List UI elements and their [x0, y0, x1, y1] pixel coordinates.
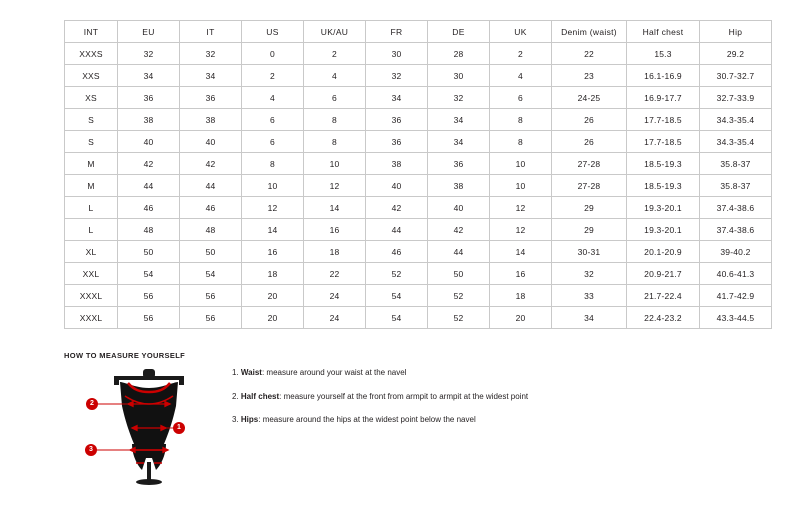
size-value-cell: 17.7-18.5 — [627, 109, 700, 131]
size-value-cell: 20.9-21.7 — [627, 263, 700, 285]
size-value-cell: 22 — [304, 263, 366, 285]
size-value-cell: 43.3-44.5 — [700, 307, 772, 329]
table-row — [65, 307, 772, 329]
size-label-cell: XXXL — [65, 307, 118, 329]
size-value-cell: 30 — [366, 43, 428, 65]
size-value-cell: 14 — [304, 197, 366, 219]
size-value-cell: 44 — [118, 175, 180, 197]
size-value-cell: 36 — [366, 131, 428, 153]
size-value-cell: 42 — [428, 219, 490, 241]
table-row — [65, 43, 772, 65]
how-to-measure-block — [64, 366, 734, 486]
size-value-cell: 39-40.2 — [700, 241, 772, 263]
table-row — [65, 263, 772, 285]
measure-instruction-2-text: : measure yourself at the front from armpit to armpit at the widest point — [279, 391, 529, 401]
size-value-cell: 10 — [490, 175, 552, 197]
size-value-cell: 50 — [180, 241, 242, 263]
measure-instruction-3-term: Hips — [240, 415, 259, 425]
column-header: Half chest — [627, 21, 700, 43]
size-value-cell: 8 — [304, 109, 366, 131]
size-value-cell: 40.6-41.3 — [700, 263, 772, 285]
size-value-cell: 50 — [118, 241, 180, 263]
size-value-cell: 34.3-35.4 — [700, 131, 772, 153]
size-value-cell: 26 — [552, 109, 627, 131]
size-value-cell: 38 — [366, 153, 428, 175]
size-value-cell: 46 — [180, 197, 242, 219]
size-value-cell: 4 — [242, 87, 304, 109]
measure-instruction-1 — [232, 368, 712, 378]
size-value-cell: 24-25 — [552, 87, 627, 109]
size-value-cell: 18 — [242, 263, 304, 285]
size-value-cell: 56 — [118, 307, 180, 329]
mannequin-illustration — [84, 366, 214, 486]
size-value-cell: 4 — [490, 65, 552, 87]
column-header: Denim (waist) — [552, 21, 627, 43]
size-value-cell: 6 — [242, 109, 304, 131]
table-row — [65, 153, 772, 175]
size-value-cell: 14 — [490, 241, 552, 263]
size-value-cell: 6 — [304, 87, 366, 109]
size-value-cell: 8 — [490, 131, 552, 153]
size-value-cell: 18 — [304, 241, 366, 263]
measure-instruction-3-number: 3. — [232, 415, 239, 425]
table-row — [65, 87, 772, 109]
size-value-cell: 48 — [180, 219, 242, 241]
column-header: UK/AU — [304, 21, 366, 43]
column-header: DE — [428, 21, 490, 43]
size-value-cell: 29.2 — [700, 43, 772, 65]
size-label-cell: XXXL — [65, 285, 118, 307]
size-value-cell: 23 — [552, 65, 627, 87]
size-value-cell: 20 — [490, 307, 552, 329]
size-value-cell: 8 — [242, 153, 304, 175]
size-value-cell: 46 — [118, 197, 180, 219]
size-value-cell: 32 — [552, 263, 627, 285]
table-row — [65, 131, 772, 153]
size-value-cell: 10 — [490, 153, 552, 175]
size-value-cell: 26 — [552, 131, 627, 153]
size-value-cell: 30.7-32.7 — [700, 65, 772, 87]
size-value-cell: 4 — [304, 65, 366, 87]
size-value-cell: 12 — [242, 197, 304, 219]
size-value-cell: 16.1-16.9 — [627, 65, 700, 87]
size-value-cell: 18.5-19.3 — [627, 175, 700, 197]
size-value-cell: 22 — [552, 43, 627, 65]
size-value-cell: 29 — [552, 219, 627, 241]
size-value-cell: 28 — [428, 43, 490, 65]
column-header: EU — [118, 21, 180, 43]
size-value-cell: 8 — [490, 109, 552, 131]
size-value-cell: 44 — [180, 175, 242, 197]
table-row — [65, 219, 772, 241]
size-value-cell: 20 — [242, 285, 304, 307]
size-value-cell: 12 — [304, 175, 366, 197]
size-value-cell: 38 — [118, 109, 180, 131]
size-value-cell: 21.7-22.4 — [627, 285, 700, 307]
measure-instructions-list — [232, 368, 712, 439]
size-value-cell: 32 — [180, 43, 242, 65]
size-value-cell: 38 — [180, 109, 242, 131]
size-value-cell: 42 — [118, 153, 180, 175]
size-value-cell: 42 — [366, 197, 428, 219]
size-value-cell: 24 — [304, 307, 366, 329]
size-label-cell: L — [65, 219, 118, 241]
size-value-cell: 27-28 — [552, 175, 627, 197]
measure-instruction-2 — [232, 392, 712, 402]
size-value-cell: 35.8-37 — [700, 153, 772, 175]
size-value-cell: 54 — [180, 263, 242, 285]
size-label-cell: S — [65, 131, 118, 153]
size-value-cell: 34 — [118, 65, 180, 87]
measure-instruction-1-text: : measure around your waist at the navel — [261, 368, 407, 377]
size-value-cell: 54 — [366, 285, 428, 307]
size-value-cell: 15.3 — [627, 43, 700, 65]
measure-instruction-3-text: : measure around the hips at the widest point below the navel — [258, 415, 476, 425]
size-value-cell: 27-28 — [552, 153, 627, 175]
column-header: FR — [366, 21, 428, 43]
size-value-cell: 2 — [304, 43, 366, 65]
measure-instruction-2-number: 2. — [232, 391, 239, 401]
size-value-cell: 34 — [552, 307, 627, 329]
size-value-cell: 56 — [180, 285, 242, 307]
size-label-cell: S — [65, 109, 118, 131]
measure-marker-3: 3 — [85, 444, 97, 456]
size-value-cell: 52 — [366, 263, 428, 285]
size-value-cell: 32.7-33.9 — [700, 87, 772, 109]
size-value-cell: 44 — [366, 219, 428, 241]
size-chart-container — [64, 20, 755, 329]
size-value-cell: 2 — [242, 65, 304, 87]
size-value-cell: 8 — [304, 131, 366, 153]
size-value-cell: 40 — [428, 197, 490, 219]
size-value-cell: 48 — [118, 219, 180, 241]
measure-instruction-3 — [232, 415, 712, 425]
size-value-cell: 30 — [428, 65, 490, 87]
table-row — [65, 285, 772, 307]
column-header: US — [242, 21, 304, 43]
size-value-cell: 2 — [490, 43, 552, 65]
size-value-cell: 52 — [428, 285, 490, 307]
size-value-cell: 30-31 — [552, 241, 627, 263]
column-header: Hip — [700, 21, 772, 43]
column-header: IT — [180, 21, 242, 43]
size-value-cell: 35.8-37 — [700, 175, 772, 197]
table-row — [65, 175, 772, 197]
size-label-cell: XL — [65, 241, 118, 263]
size-value-cell: 19.3-20.1 — [627, 219, 700, 241]
size-value-cell: 10 — [242, 175, 304, 197]
size-value-cell: 19.3-20.1 — [627, 197, 700, 219]
size-value-cell: 12 — [490, 219, 552, 241]
size-value-cell: 36 — [428, 153, 490, 175]
column-header: INT — [65, 21, 118, 43]
size-value-cell: 37.4-38.6 — [700, 197, 772, 219]
size-value-cell: 16.9-17.7 — [627, 87, 700, 109]
measure-marker-1: 1 — [173, 422, 185, 434]
how-to-measure-heading: HOW TO MEASURE YOURSELF — [64, 351, 186, 360]
size-value-cell: 17.7-18.5 — [627, 131, 700, 153]
size-label-cell: L — [65, 197, 118, 219]
size-value-cell: 36 — [180, 87, 242, 109]
size-value-cell: 54 — [366, 307, 428, 329]
size-value-cell: 20 — [242, 307, 304, 329]
size-label-cell: XS — [65, 87, 118, 109]
size-label-cell: M — [65, 153, 118, 175]
size-value-cell: 34.3-35.4 — [700, 109, 772, 131]
size-value-cell: 34 — [428, 109, 490, 131]
size-value-cell: 24 — [304, 285, 366, 307]
size-value-cell: 18.5-19.3 — [627, 153, 700, 175]
measure-instruction-2-term: Half chest — [240, 391, 280, 401]
size-value-cell: 10 — [304, 153, 366, 175]
size-value-cell: 40 — [180, 131, 242, 153]
column-header: UK — [490, 21, 552, 43]
size-value-cell: 32 — [118, 43, 180, 65]
size-value-cell: 20.1-20.9 — [627, 241, 700, 263]
size-value-cell: 46 — [366, 241, 428, 263]
size-value-cell: 29 — [552, 197, 627, 219]
measure-instruction-1-term: Waist — [240, 368, 262, 377]
size-value-cell: 6 — [490, 87, 552, 109]
size-value-cell: 52 — [428, 307, 490, 329]
size-value-cell: 38 — [428, 175, 490, 197]
size-value-cell: 44 — [428, 241, 490, 263]
size-value-cell: 32 — [428, 87, 490, 109]
size-value-cell: 22.4-23.2 — [627, 307, 700, 329]
size-label-cell: XXXS — [65, 43, 118, 65]
measure-instruction-1-number: 1. — [232, 368, 239, 377]
size-value-cell: 18 — [490, 285, 552, 307]
size-value-cell: 12 — [490, 197, 552, 219]
size-value-cell: 41.7-42.9 — [700, 285, 772, 307]
size-value-cell: 37.4-38.6 — [700, 219, 772, 241]
measure-marker-2: 2 — [86, 398, 98, 410]
size-value-cell: 16 — [242, 241, 304, 263]
size-value-cell: 16 — [490, 263, 552, 285]
size-chart-table — [64, 20, 772, 329]
table-row — [65, 65, 772, 87]
table-row — [65, 109, 772, 131]
size-value-cell: 6 — [242, 131, 304, 153]
size-value-cell: 36 — [118, 87, 180, 109]
table-header-row — [65, 21, 772, 43]
size-label-cell: M — [65, 175, 118, 197]
size-value-cell: 42 — [180, 153, 242, 175]
size-value-cell: 14 — [242, 219, 304, 241]
size-label-cell: XXS — [65, 65, 118, 87]
table-row — [65, 197, 772, 219]
size-value-cell: 56 — [118, 285, 180, 307]
size-value-cell: 34 — [428, 131, 490, 153]
size-value-cell: 36 — [366, 109, 428, 131]
size-value-cell: 50 — [428, 263, 490, 285]
size-value-cell: 56 — [180, 307, 242, 329]
size-value-cell: 54 — [118, 263, 180, 285]
size-value-cell: 40 — [118, 131, 180, 153]
size-label-cell: XXL — [65, 263, 118, 285]
size-value-cell: 16 — [304, 219, 366, 241]
size-value-cell: 34 — [366, 87, 428, 109]
table-row — [65, 241, 772, 263]
size-value-cell: 32 — [366, 65, 428, 87]
size-value-cell: 33 — [552, 285, 627, 307]
size-value-cell: 0 — [242, 43, 304, 65]
size-value-cell: 40 — [366, 175, 428, 197]
size-value-cell: 34 — [180, 65, 242, 87]
